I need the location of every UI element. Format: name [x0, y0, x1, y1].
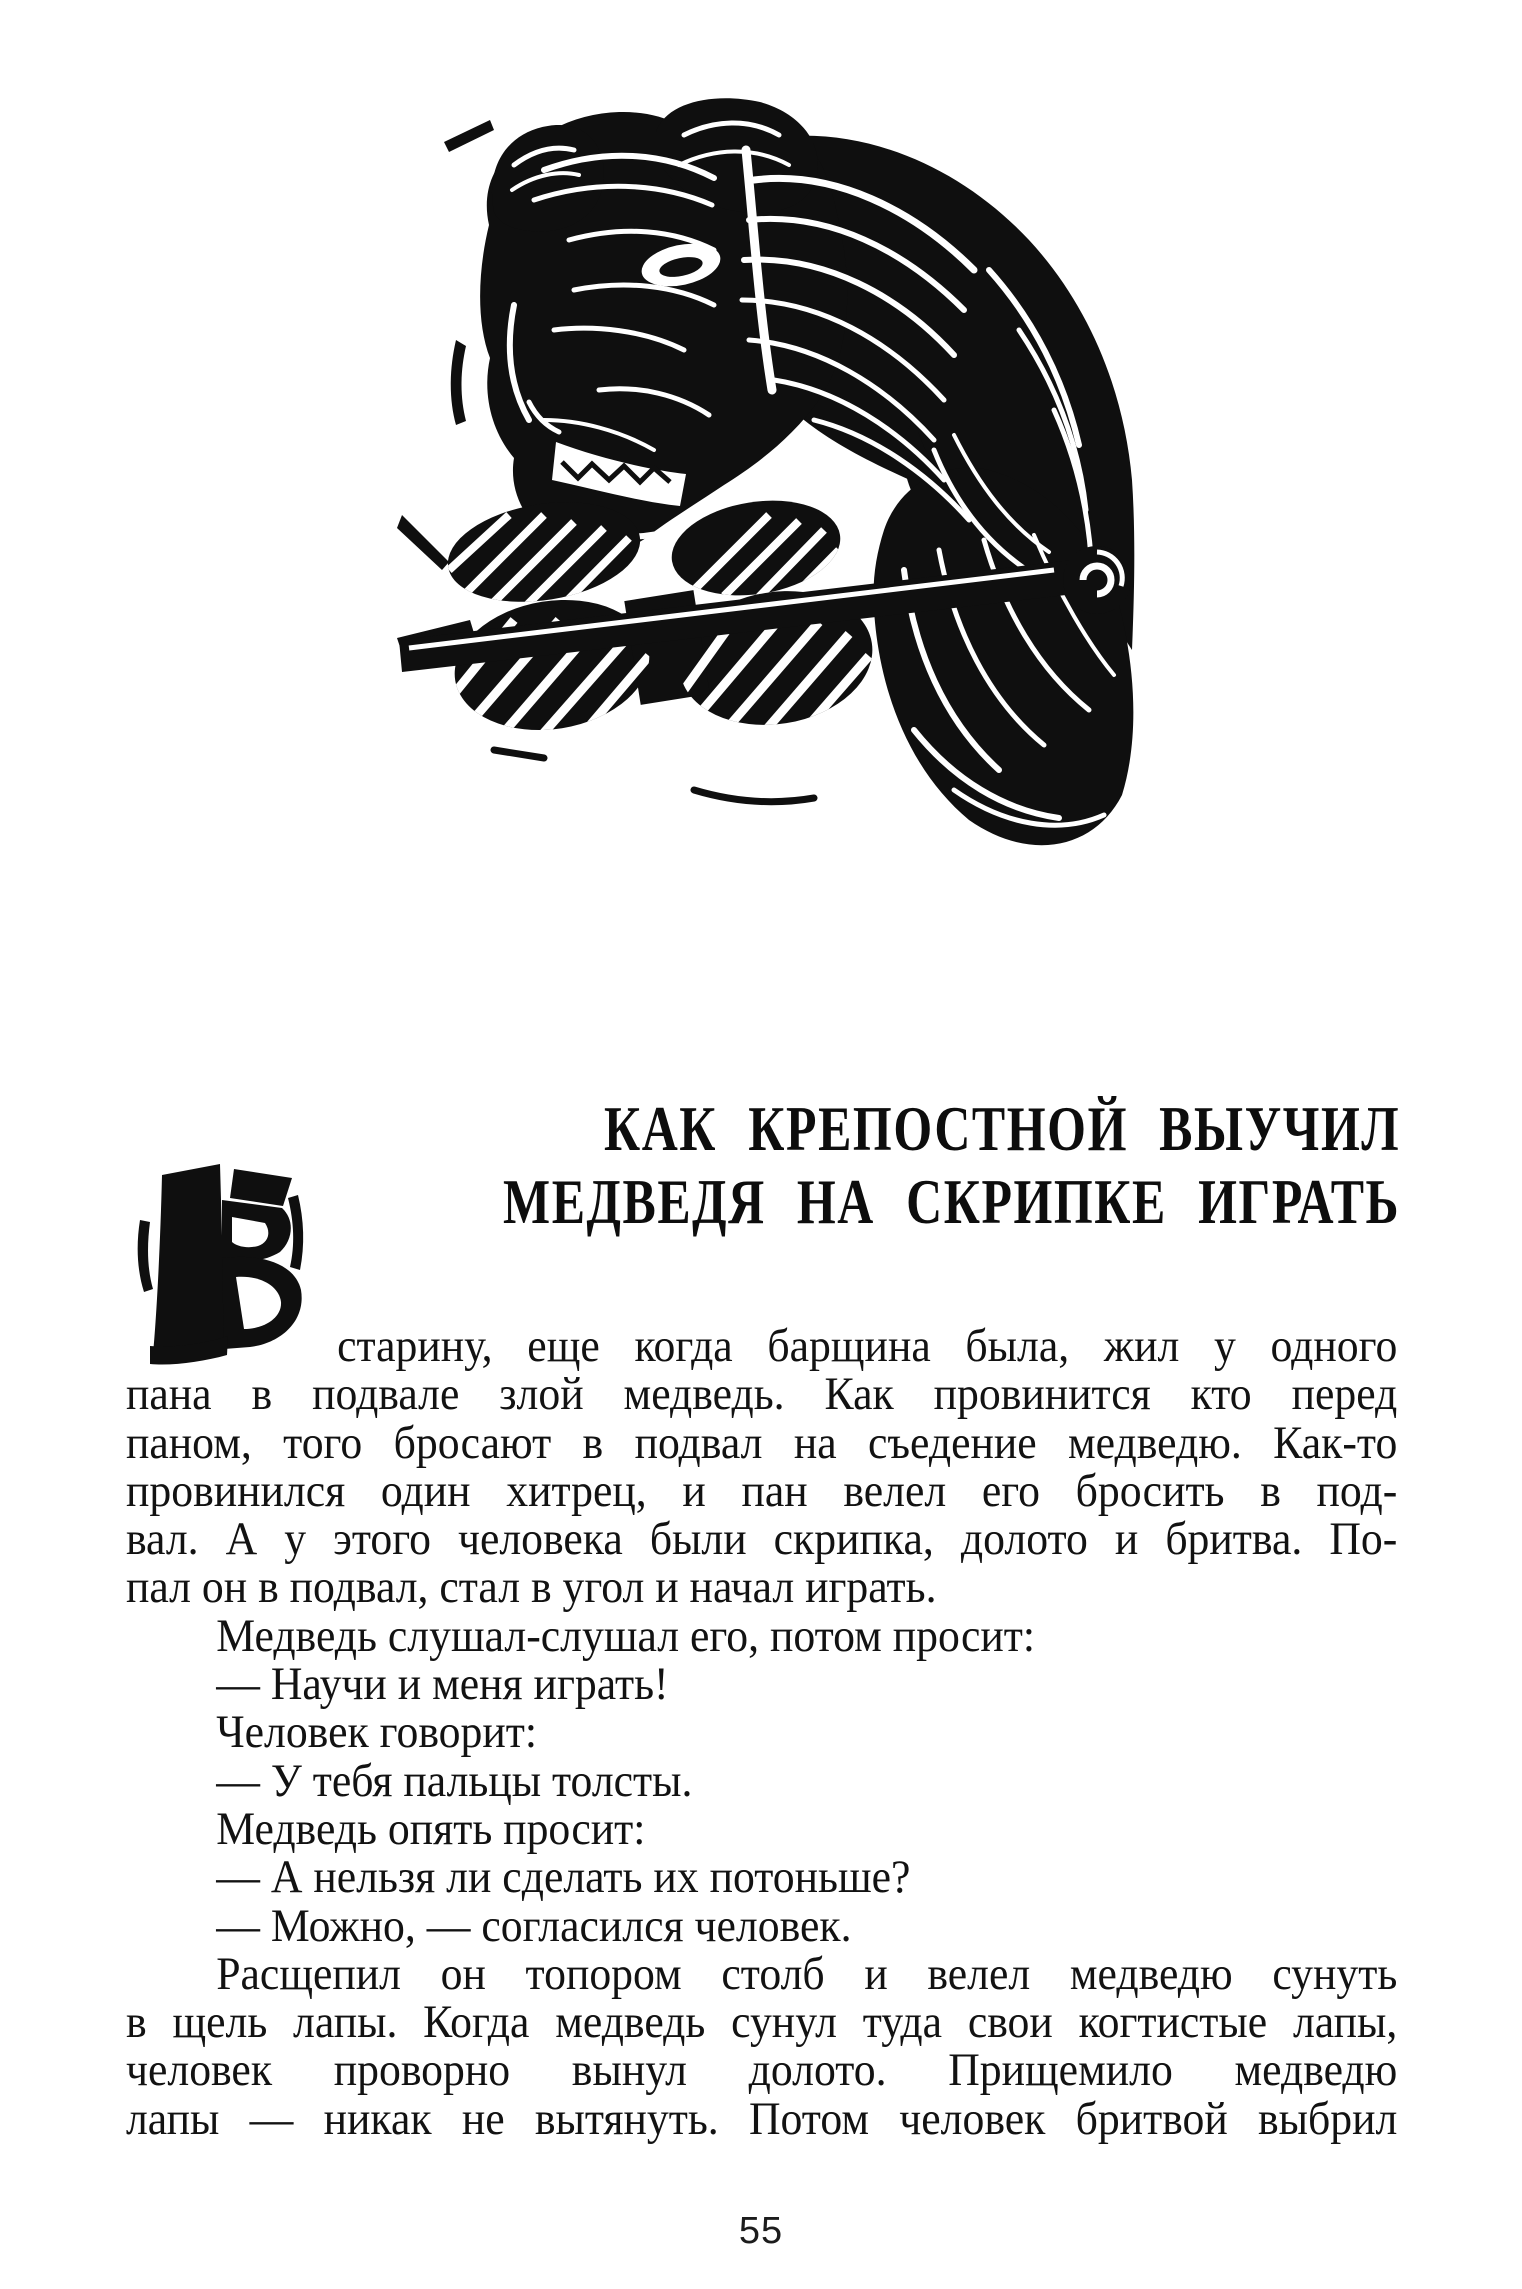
text-line: провинился один хитрец, и пан велел его бросить в под-	[126, 1464, 1398, 1517]
text-line: человек проворно вынул долото. Прищемило медведю	[126, 2044, 1398, 2097]
text-line: пана в подвале злой медведь. Как провинится кто перед	[126, 1368, 1398, 1421]
chapter-title-line1: КАК КРЕПОСТНОЙ ВЫУЧИЛ	[603, 1093, 1400, 1164]
text-line: в щель лапы. Когда медведь сунул туда свои когтистые лапы,	[126, 1996, 1398, 2049]
text-line: — А нельзя ли сделать их потоньше?	[216, 1851, 911, 1904]
text-line: Расщепил он топором столб и велел медведю сунуть	[216, 1947, 1398, 2000]
text-line: паном, того бросают в подвал на съедение медведю. Как-то	[126, 1416, 1398, 1469]
text-line: — У тебя пальцы толсты.	[216, 1754, 693, 1807]
text-line: Медведь слушал-слушал его, потом просит:	[216, 1609, 1035, 1662]
bear-violin-woodcut-illustration	[394, 90, 1136, 856]
text-line: пал он в подвал, стал в угол и начал играть.	[126, 1561, 937, 1614]
text-line: — Научи и меня играть!	[216, 1658, 669, 1711]
text-line: Медведь опять просит:	[216, 1802, 646, 1855]
text-line: — Можно, — согласился человек.	[216, 1899, 852, 1952]
page-number: 55	[738, 2210, 784, 2252]
chapter-title	[503, 1092, 1400, 1238]
chapter-title-line2: МЕДВЕДЯ НА СКРИПКЕ ИГРАТЬ	[502, 1166, 1400, 1237]
text-line: Человек говорит:	[216, 1706, 538, 1759]
text-line: лапы — никак не вытянуть. Потом человек бритвой выбрил	[126, 2092, 1398, 2145]
text-line: старину, еще когда барщина была, жил у одного	[337, 1320, 1398, 1372]
body-text	[126, 1322, 1397, 2143]
text-line: вал. А у этого человека были скрипка, долото и бритва. По-	[126, 1513, 1398, 1566]
